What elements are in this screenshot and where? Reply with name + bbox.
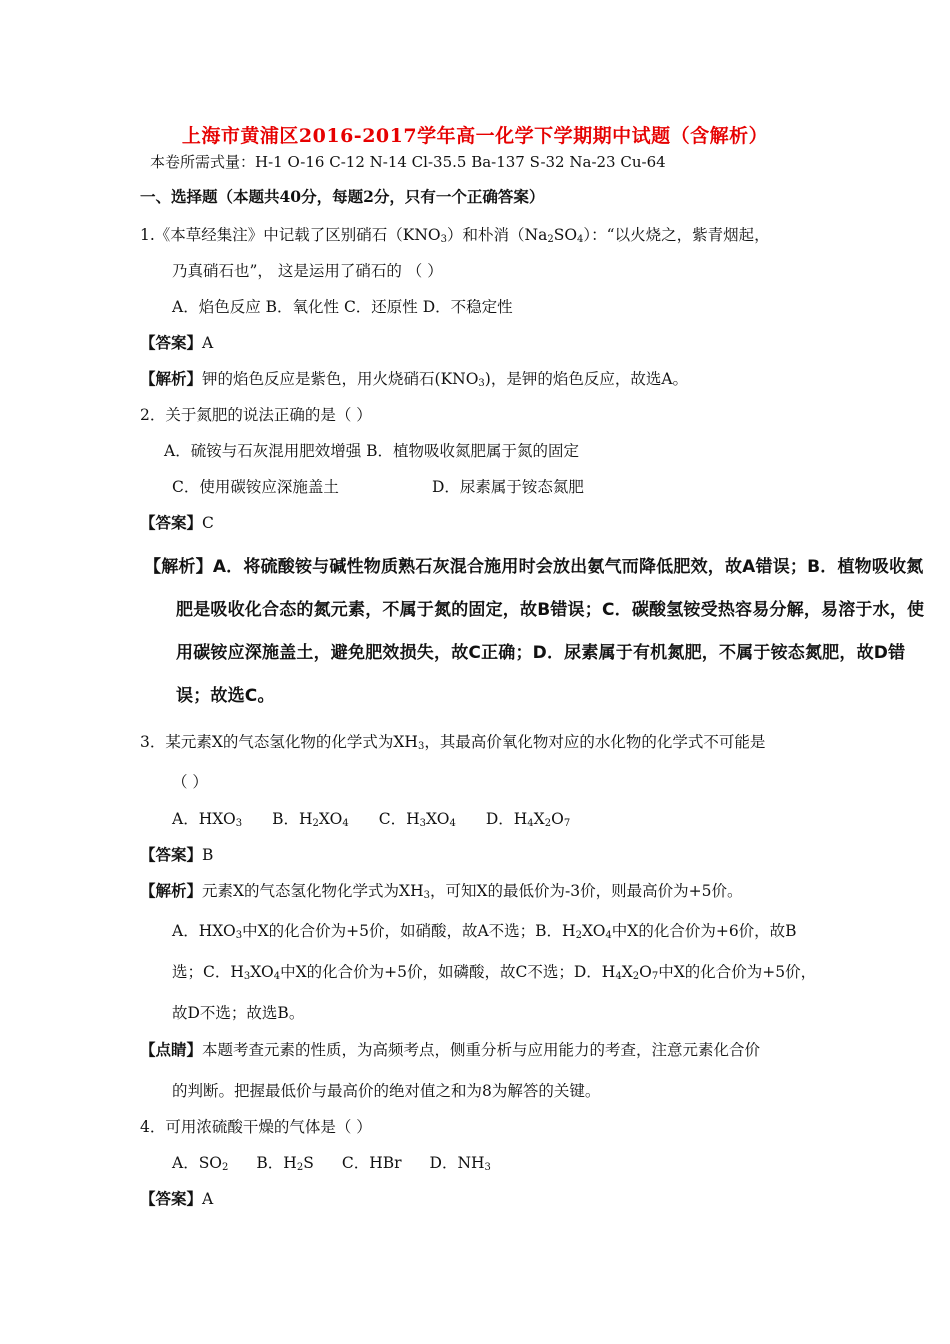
section-heading: 一、选择题（本题共40分，每题2分，只有一个正确答案） [140, 187, 545, 206]
question-4-options: A．$SO_2$ B．$H_2S$ C．HBr D．$NH_3$ [172, 1154, 491, 1173]
question-3-options: A．$HXO_3$ B．$H_2XO_4$ C．$H_3XO_4$ D．$H_4X_2O_7$ [172, 810, 571, 829]
question-2-analysis-line-2: 肥是吸收化合态的氮元素，不属于氮的固定，故B错误；C．碳酸氢铵受热容易分解，易溶于水，使 [176, 600, 925, 620]
question-2-answer: 【答案】C [140, 513, 214, 532]
question-4-answer: 【答案】A [140, 1189, 214, 1208]
question-2-analysis-line-1: 【解析】A．将硫酸铵与碱性物质熟石灰混合施用时会放出氨气而降低肥效，故A错误；B．植物吸收氮 [144, 557, 924, 577]
question-3-note-line-1: 【点睛】本题考查元素的性质，为高频考点，侧重分析与应用能力的考查，注意元素化合价 [140, 1040, 761, 1059]
question-2-option-d: D．尿素属于铵态氮肥 [432, 478, 584, 496]
question-2-options-ab: A．硫铵与石灰混用肥效增强 B．植物吸收氮肥属于氮的固定 [164, 442, 580, 460]
question-1-analysis: 【解析】钾的焰色反应是紫色，用火烧硝石$(KNO_3)$，是钾的焰色反应，故选A。 [140, 369, 689, 389]
question-3-stem: 3．某元素X的气态氢化物的化学式为$XH_3$，其最高价氧化物对应的水化物的化学式不可能是 [140, 733, 766, 752]
question-1-options: A．焰色反应 B．氧化性 C．还原性 D．不稳定性 [172, 298, 513, 316]
question-2-analysis-line-4: 误；故选C。 [176, 686, 275, 706]
question-2-option-c: C．使用碳铵应深施盖土 [172, 478, 339, 496]
question-2-stem: 2．关于氮肥的说法正确的是（ ） [140, 406, 372, 424]
question-3-analysis-line-3: 选；C．$H_3XO_4$中X的化合价为+5价，如磷酸，故C不选；D．$H_4X_2O_7$中X的化合价为+5价， [172, 963, 817, 982]
question-3-paren: （ ） [172, 773, 208, 791]
question-3-note-line-2: 的判断。把握最低价与最高价的绝对值之和为8为解答的关键。 [172, 1082, 601, 1100]
question-3-analysis-line-2: A．$HXO_3$中X的化合价为+5价，如硝酸，故A不选；B．$H_2XO_4$中X的化合价为+6价，故B [172, 922, 797, 941]
question-3-analysis-line-1: 【解析】元素X的气态氢化物化学式为$XH_3$，可知X的最低价为-3价，则最高价为+5价。 [140, 881, 743, 901]
question-3-answer: 【答案】B [140, 845, 214, 864]
question-2-analysis-line-3: 用碳铵应深施盖土，避免肥效损失，故C正确；D．尿素属于有机氮肥，不属于铵态氮肥，故D错 [176, 643, 906, 663]
atomic-masses: 本卷所需式量：H-1 O-16 C-12 N-14 Cl-35.5 Ba-137 S-32 Na-23 Cu-64 [150, 153, 666, 171]
question-4-stem: 4．可用浓硫酸干燥的气体是（ ） [140, 1118, 372, 1136]
document-title: 上海市黄浦区2016-2017学年高一化学下学期期中试题（含解析） [181, 125, 769, 147]
question-1-stem: 1.《本草经集注》中记载了区别硝石$(KNO_3)$和朴消$(Na_2SO_4)$：“以火烧之，紫青烟起， [140, 226, 770, 245]
question-1-answer: 【答案】A [140, 333, 214, 352]
question-1-stem-cont: 乃真硝石也”， 这是运用了硝石的 （ ） [172, 262, 443, 280]
question-3-analysis-line-4: 故D不选；故选B。 [172, 1004, 305, 1022]
